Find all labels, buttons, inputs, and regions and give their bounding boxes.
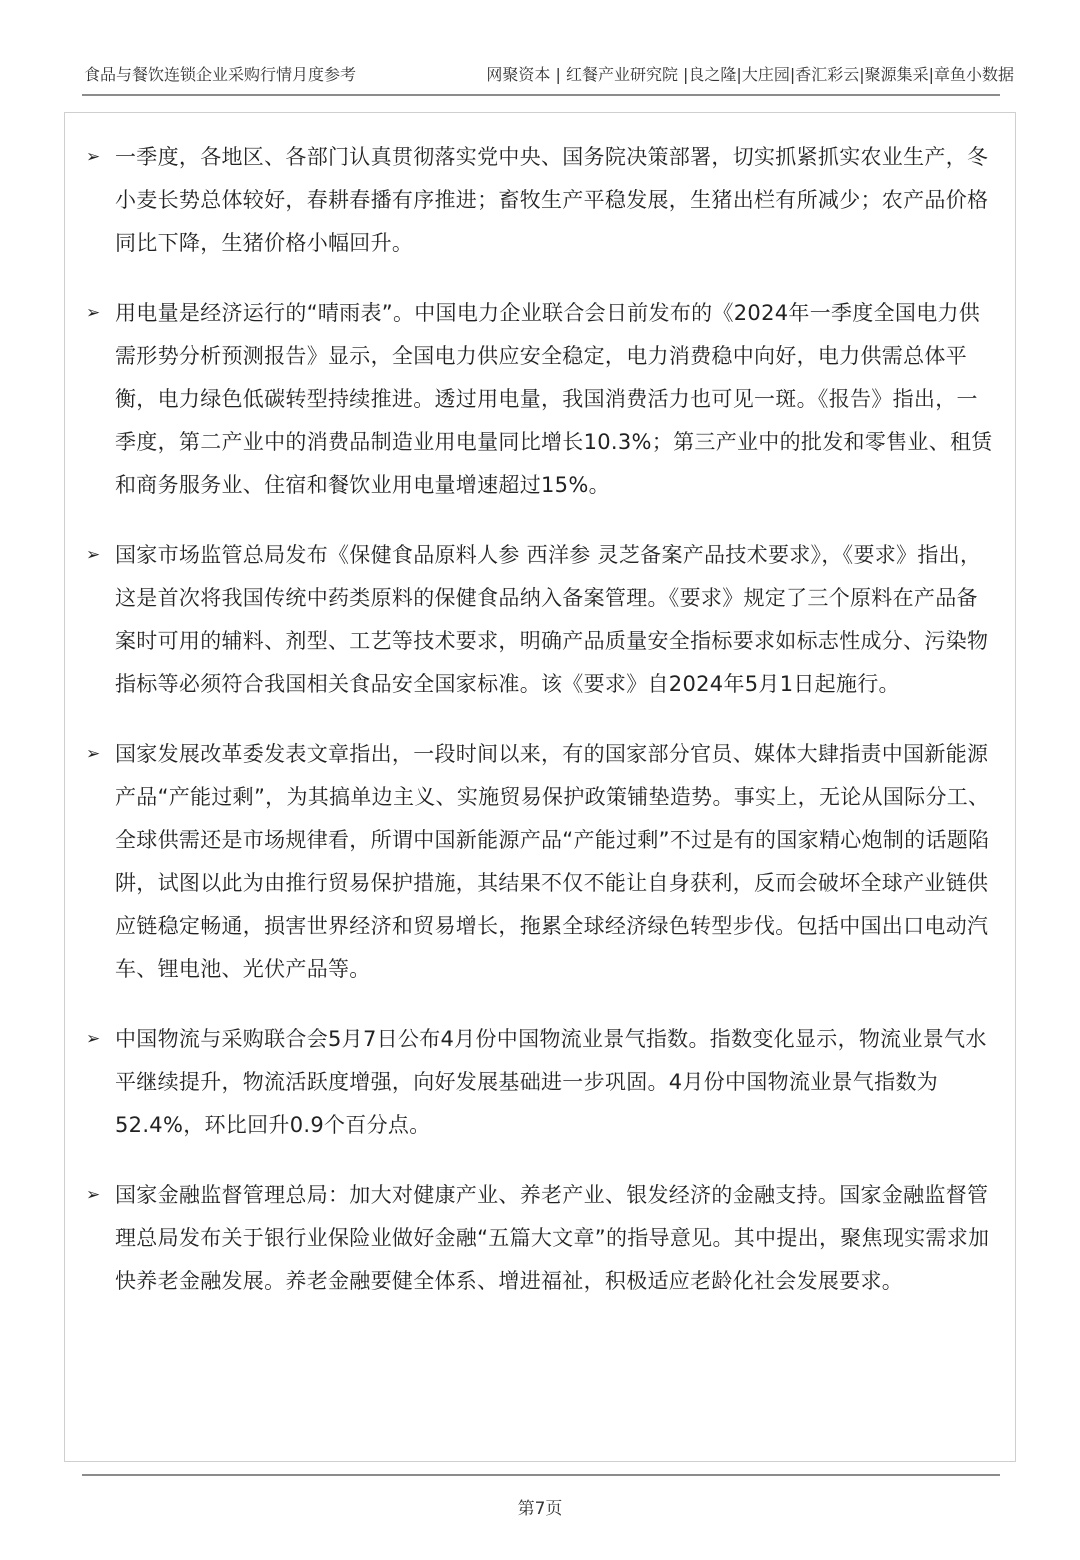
- list-item-text: 中国物流与采购联合会5月7日公布4月份中国物流业景气指数。指数变化显示，物流业景气水平继续提升，物流活跃度增强，向好发展基础进一步巩固。4月份中国物流业景气指数为52.4%，环比回升0.9个百分点。: [115, 1027, 987, 1137]
- footer-divider: [82, 1474, 1000, 1476]
- list-item-text: 国家市场监管总局发布《保健食品原料人参 西洋参 灵芝备案产品技术要求》，《要求》指出，这是首次将我国传统中药类原料的保健食品纳入备案管理。《要求》规定了三个原料在产品备案时可用的辅料、剂型、工艺等技术要求，明确产品质量安全指标要求如标志性成分、污染物指标等必须符合我国相关食品安全国家标准。该《要求》自2024年5月1日起施行。: [115, 543, 989, 696]
- list-item-text: 一季度，各地区、各部门认真贯彻落实党中央、国务院决策部署，切实抓紧抓实农业生产，冬小麦长势总体较好，春耕春播有序推进；畜牧生产平稳发展，生猪出栏有所减少；农产品价格同比下降，生猪价格小幅回升。: [115, 145, 989, 255]
- arrow-bullet-icon: ➢: [86, 744, 101, 764]
- list-item-text: 国家发展改革委发表文章指出，一段时间以来，有的国家部分官员、媒体大肆指责中国新能源产品“产能过剩”，为其搞单边主义、实施贸易保护政策铺垫造势。事实上，无论从国际分工、全球供需还是市场规律看，所谓中国新能源产品“产能过剩”不过是有的国家精心炮制的话题陷阱，试图以此为由推行贸易保护措施，其结果不仅不能让自身获利，反而会破坏全球产业链供应链稳定畅通，损害世界经济和贸易增长，拖累全球经济绿色转型步伐。包括中国出口电动汽车、锂电池、光伏产品等。: [115, 742, 990, 981]
- arrow-bullet-icon: ➢: [86, 147, 101, 167]
- arrow-bullet-icon: ➢: [86, 1029, 101, 1049]
- arrow-bullet-icon: ➢: [86, 545, 101, 565]
- list-item: [86, 136, 998, 265]
- report-title: 食品与餐饮连锁企业采购行情月度参考: [84, 65, 357, 84]
- arrow-bullet-icon: ➢: [86, 1185, 101, 1205]
- list-item-text: 国家金融监督管理总局：加大对健康产业、养老产业、银发经济的金融支持。国家金融监督管理总局发布关于银行业保险业做好金融“五篇大文章”的指导意见。其中提出，聚焦现实需求加快养老金融发展。养老金融要健全体系、增进福祉，积极适应老龄化社会发展要求。: [115, 1183, 990, 1293]
- header-divider: [82, 94, 1000, 96]
- page-header: [82, 62, 1014, 88]
- list-item: [86, 292, 998, 507]
- news-list: [86, 136, 998, 1330]
- page-number: 第7页: [517, 1499, 563, 1519]
- list-item-text: 用电量是经济运行的“晴雨表”。中国电力企业联合会日前发布的《2024年一季度全国电力供需形势分析预测报告》显示，全国电力供应安全稳定，电力消费稳中向好，电力供需总体平衡，电力绿色低碳转型持续推进。透过用电量，我国消费活力也可见一斑。《报告》指出，一季度，第二产业中的消费品制造业用电量同比增长10.3%；第三产业中的批发和零售业、租赁和商务服务业、住宿和餐饮业用电量增速超过15%。: [115, 301, 993, 497]
- list-item: [86, 733, 998, 991]
- list-item: [86, 1018, 998, 1147]
- list-item: [86, 534, 998, 706]
- arrow-bullet-icon: ➢: [86, 303, 101, 323]
- report-sources: 网聚资本 | 红餐产业研究院 |良之隆|大庄园|香汇彩云|聚源集采|章鱼小数据: [486, 65, 1014, 84]
- list-item: [86, 1174, 998, 1303]
